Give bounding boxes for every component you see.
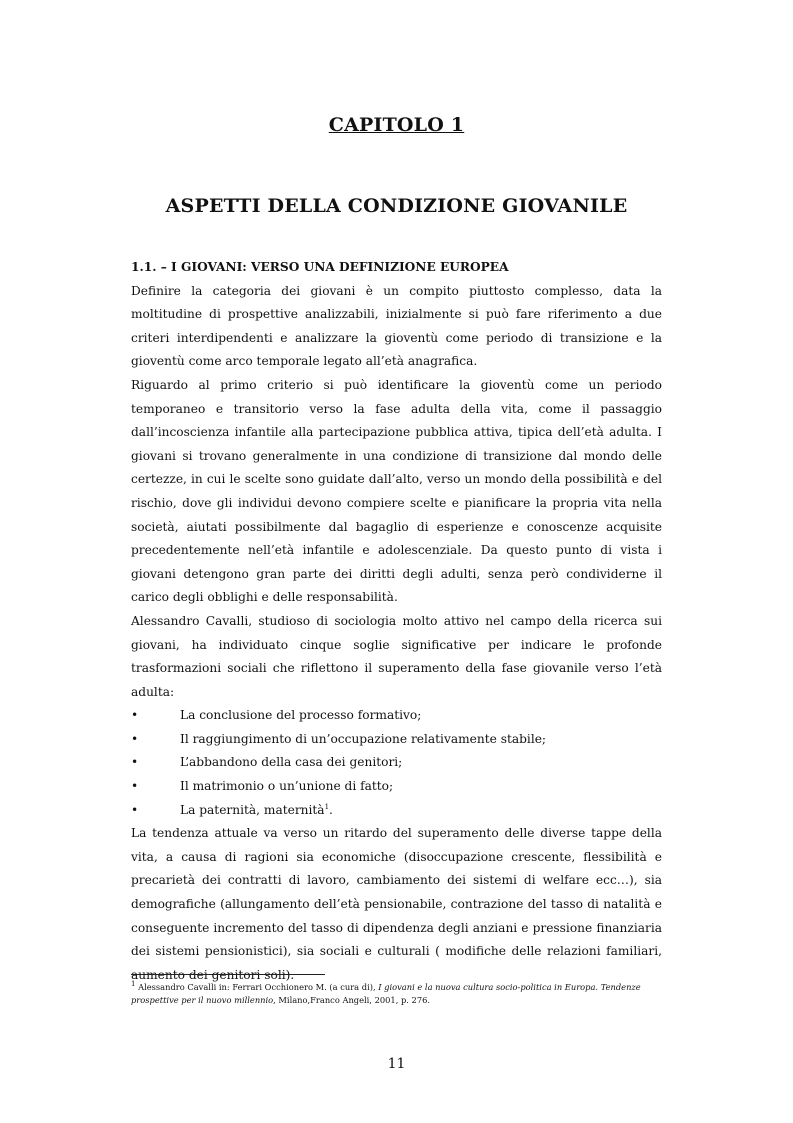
footnote-reference[interactable]: 1	[324, 802, 330, 811]
list-item	[131, 775, 662, 799]
footnote-separator	[131, 974, 325, 975]
bullet-icon: •	[131, 708, 139, 723]
paragraph: La tendenza attuale va verso un ritardo del superamento delle diverse tappe della vita, a causa di ragioni sia economiche (disoccupazione crescente, flessibilità e precarietà dei contratti di lavoro, cambiamento dei sistemi di welfare ecc…), sia demografiche (allungamento dell’età pensionabile, contrazione del tasso di natalità e conseguente incremento del tasso di dipendenza degli anziani e pressione finanziaria dei sistemi pensionistici), sia sociali e culturali ( modifiche delle relazioni familiari, aumento dei genitori soli).	[131, 826, 662, 982]
list-item-suffix: .	[329, 802, 333, 817]
list-item-text: Il raggiungimento di un’occupazione relativamente stabile;	[180, 731, 547, 746]
page-number: 11	[387, 1056, 406, 1072]
paragraph: Riguardo al primo criterio si può identificare la gioventù come un periodo temporaneo e transitorio verso la fase adulta della vita, come il passaggio dall’incoscienza infantile alla partecipazione pubblica attiva, tipica dell’età adulta. I giovani si trovano generalmente in una condizione di transizione dal mondo delle certezze, in cui le scelte sono guidate dall’alto, verso un mondo della possibilità e del rischio, dove gli individui devono compiere scelte e pianificare la propria vita nella società, aiutati possibilmente dal bagaglio di esperienze e conoscenze acquisite precedentemente nell’età infantile e adolescenziale. Da questo punto di vista i giovani detengono gran parte dei diritti degli adulti, senza però condividerne il carico degli obblighi e delle responsabilità.	[131, 377, 662, 605]
list-item-text: La conclusione del processo formativo;	[180, 708, 422, 723]
bullet-icon: •	[131, 802, 139, 817]
footnote-text: , Milano,Franco Angeli, 2001, p. 276.	[273, 995, 431, 1005]
footnote-text: Alessandro Cavalli in: Ferrari Occhionero M. (a cura di),	[135, 982, 379, 992]
list-item-text: L’abbandono della casa dei genitori;	[180, 755, 403, 770]
chapter-title: ASPETTI DELLA CONDIZIONE GIOVANILE	[165, 195, 628, 217]
main-content	[131, 256, 662, 987]
list-item	[131, 799, 662, 823]
bullet-icon: •	[131, 755, 139, 770]
section-heading: 1.1. – I GIOVANI: VERSO UNA DEFINIZIONE EUROPEA	[131, 260, 509, 274]
paragraph: Definire la categoria dei giovani è un compito piuttosto complesso, data la moltitudine di prospettive analizzabili, inizialmente si può fare riferimento a due criteri interdipendenti e analizzare la gioventù come periodo di transizione e la gioventù come arco temporale legato all’età anagrafica.	[131, 283, 662, 369]
footnote-mark: 1	[131, 980, 136, 989]
bullet-icon: •	[131, 731, 139, 746]
chapter-label: CAPITOLO 1	[328, 114, 465, 136]
list-item	[131, 751, 662, 775]
list-item	[131, 728, 662, 752]
footnote	[131, 981, 662, 1007]
list-item	[131, 704, 662, 728]
list-item-text: La paternità, maternità	[180, 802, 325, 817]
bullet-icon: •	[131, 779, 139, 794]
list-item-text: Il matrimonio o un’unione di fatto;	[180, 779, 394, 794]
footnote-title: I giovani e la nuova cultura socio-politica in Europa. Tendenze prospettive per il nuovo millennio	[131, 982, 641, 1005]
bullet-list	[131, 704, 662, 822]
paragraph: Alessandro Cavalli, studioso di sociologia molto attivo nel campo della ricerca sui giovani, ha individuato cinque soglie significative per indicare le profonde trasformazioni sociali che riflettono il superamento della fase giovanile verso l’età adulta:	[131, 613, 662, 699]
